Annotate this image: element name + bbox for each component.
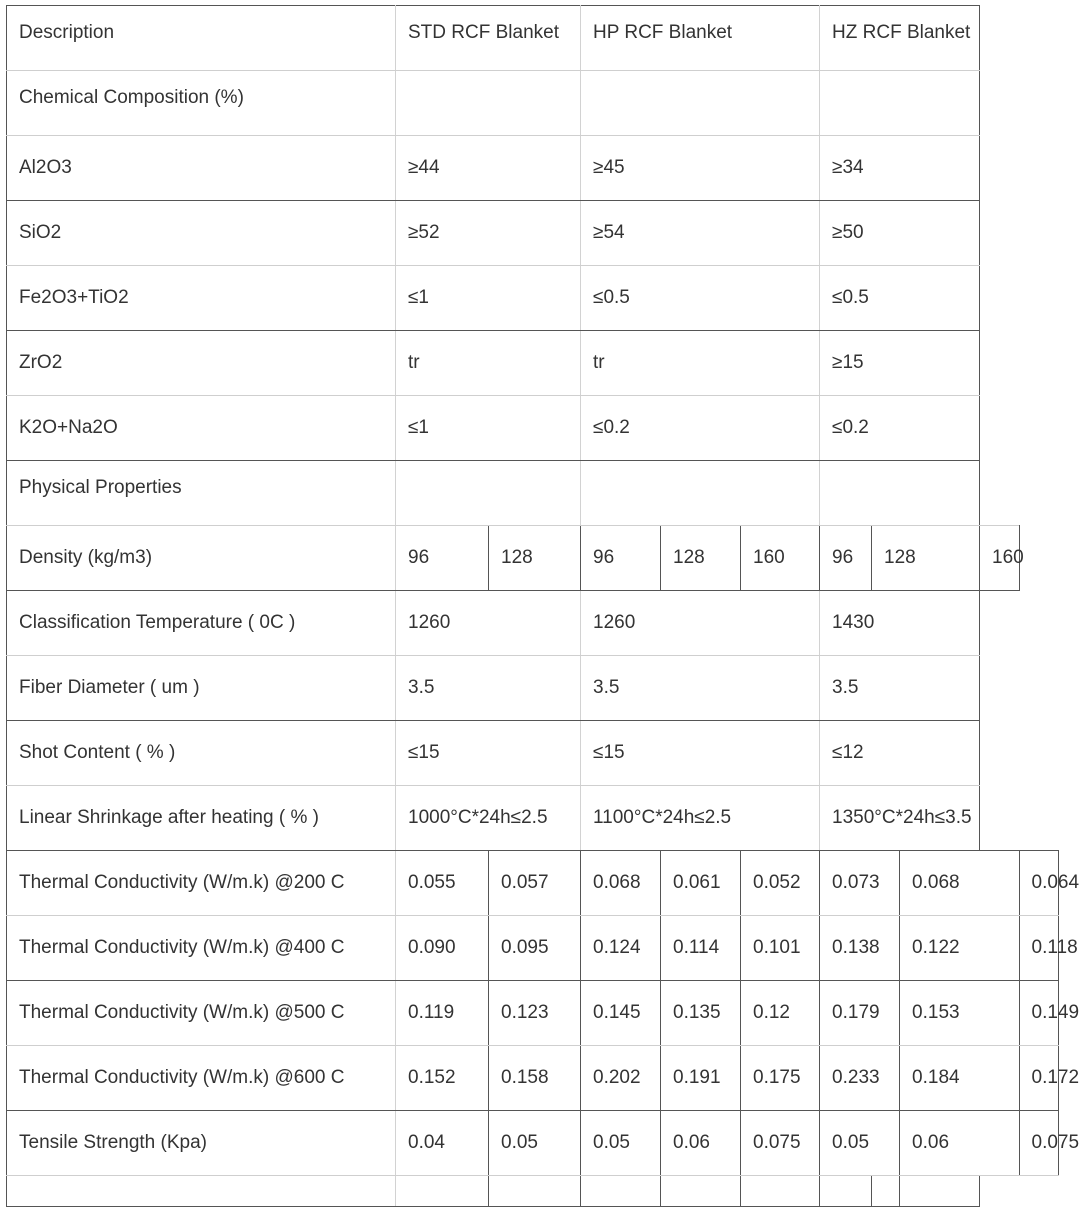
cell-hz: 3.5: [820, 656, 980, 721]
table-row: [7, 591, 1059, 656]
section-label: Chemical Composition (%): [7, 71, 396, 136]
cell-std: 3.5: [396, 656, 581, 721]
value-cell: 0.175: [741, 1046, 820, 1111]
value-cell: 0.152: [396, 1046, 489, 1111]
row-label: Fiber Diameter ( um ): [7, 656, 396, 721]
value-cell: 0.064: [1019, 851, 1058, 916]
table-row: [7, 721, 1059, 786]
value-cell: 0.06: [661, 1111, 741, 1176]
value-cell: 0.068: [581, 851, 661, 916]
value-cell: 0.075: [1019, 1111, 1058, 1176]
density-cell: 128: [661, 526, 741, 591]
cell-hp: ≤0.2: [581, 396, 820, 461]
row-label: Linear Shrinkage after heating ( % ): [7, 786, 396, 851]
density-row: [7, 526, 1059, 591]
density-cell: 128: [872, 526, 980, 591]
table-row: [7, 786, 1059, 851]
row-label: ZrO2: [7, 331, 396, 396]
value-cell: 0.123: [489, 981, 581, 1046]
value-cell: 0.135: [661, 981, 741, 1046]
value-cell: 0.057: [489, 851, 581, 916]
cell-std: ≤1: [396, 266, 581, 331]
section-label: Physical Properties: [7, 461, 396, 526]
density-cell: 96: [396, 526, 489, 591]
row-label: Al2O3: [7, 136, 396, 201]
value-cell: 0.145: [581, 981, 661, 1046]
value-cell: 0.090: [396, 916, 489, 981]
cell-hz: 1430: [820, 591, 980, 656]
row-label: SiO2: [7, 201, 396, 266]
density-cell: 128: [489, 526, 581, 591]
cell-std: 1000°C*24h≤2.5: [396, 786, 581, 851]
value-cell: 0.114: [661, 916, 741, 981]
table-row: [7, 656, 1059, 721]
value-cell: 0.124: [581, 916, 661, 981]
header-hz: HZ RCF Blanket: [820, 6, 980, 71]
table-row: [7, 851, 1059, 916]
cell-hp: 1100°C*24h≤2.5: [581, 786, 820, 851]
table-row-cutoff: [7, 1176, 1059, 1207]
header-description: Description: [7, 6, 396, 71]
value-cell: 0.04: [396, 1111, 489, 1176]
cell-hp: ≤0.5: [581, 266, 820, 331]
row-label: K2O+Na2O: [7, 396, 396, 461]
cell-hz: ≥50: [820, 201, 980, 266]
value-cell: 0.05: [581, 1111, 661, 1176]
value-cell: 0.05: [489, 1111, 581, 1176]
cell-hz: ≤0.2: [820, 396, 980, 461]
row-label: Thermal Conductivity (W/m.k) @200 C: [7, 851, 396, 916]
value-cell: 0.075: [741, 1111, 820, 1176]
row-label: Thermal Conductivity (W/m.k) @400 C: [7, 916, 396, 981]
cell-hp: 1260: [581, 591, 820, 656]
value-cell: 0.068: [900, 851, 1019, 916]
cell-std: ≥44: [396, 136, 581, 201]
row-label: Classification Temperature ( 0C ): [7, 591, 396, 656]
value-cell: 0.095: [489, 916, 581, 981]
header-std: STD RCF Blanket: [396, 6, 581, 71]
table-row: [7, 1111, 1059, 1176]
value-cell: 0.12: [741, 981, 820, 1046]
value-cell: 0.118: [1019, 916, 1058, 981]
value-cell: 0.055: [396, 851, 489, 916]
spec-table: [6, 5, 1079, 1207]
header-hp: HP RCF Blanket: [581, 6, 820, 71]
value-cell: 0.149: [1019, 981, 1058, 1046]
table-row: [7, 916, 1059, 981]
table-row: [7, 136, 1059, 201]
cell-std: ≤15: [396, 721, 581, 786]
value-cell: 0.179: [820, 981, 900, 1046]
value-cell: 0.05: [820, 1111, 900, 1176]
cell-hp: 3.5: [581, 656, 820, 721]
value-cell: 0.101: [741, 916, 820, 981]
cell-hz: ≤0.5: [820, 266, 980, 331]
table-row: [7, 266, 1059, 331]
value-cell: 0.233: [820, 1046, 900, 1111]
table-row: [7, 331, 1059, 396]
table-row: [7, 1046, 1059, 1111]
section-row-physical: [7, 461, 1059, 526]
cell-hp: tr: [581, 331, 820, 396]
row-label: Tensile Strength (Kpa): [7, 1111, 396, 1176]
cell-hp: ≥54: [581, 201, 820, 266]
table-row: [7, 201, 1059, 266]
cell-hp: ≤15: [581, 721, 820, 786]
value-cell: 0.052: [741, 851, 820, 916]
value-cell: 0.184: [900, 1046, 1019, 1111]
value-cell: 0.061: [661, 851, 741, 916]
header-row: [7, 6, 1059, 71]
table-row: [7, 396, 1059, 461]
row-label: Thermal Conductivity (W/m.k) @600 C: [7, 1046, 396, 1111]
cell-std: ≤1: [396, 396, 581, 461]
cell-std: ≥52: [396, 201, 581, 266]
value-cell: 0.122: [900, 916, 1019, 981]
density-cell: 96: [581, 526, 661, 591]
row-label: Density (kg/m3): [7, 526, 396, 591]
cell-hz: ≤12: [820, 721, 980, 786]
value-cell: 0.138: [820, 916, 900, 981]
density-cell: 160: [980, 526, 1019, 591]
cell-hz: 1350°C*24h≤3.5: [820, 786, 980, 851]
value-cell: 0.153: [900, 981, 1019, 1046]
value-cell: 0.073: [820, 851, 900, 916]
row-label: Shot Content ( % ): [7, 721, 396, 786]
cell-std: tr: [396, 331, 581, 396]
section-row-chemical: [7, 71, 1059, 136]
row-label: Thermal Conductivity (W/m.k) @500 C: [7, 981, 396, 1046]
value-cell: 0.158: [489, 1046, 581, 1111]
value-cell: 0.172: [1019, 1046, 1058, 1111]
density-cell: 96: [820, 526, 872, 591]
cell-hz: ≥15: [820, 331, 980, 396]
cell-hp: ≥45: [581, 136, 820, 201]
row-label: Fe2O3+TiO2: [7, 266, 396, 331]
value-cell: 0.202: [581, 1046, 661, 1111]
value-cell: 0.119: [396, 981, 489, 1046]
cell-hz: ≥34: [820, 136, 980, 201]
density-cell: 160: [741, 526, 820, 591]
table-row: [7, 981, 1059, 1046]
value-cell: 0.06: [900, 1111, 1019, 1176]
value-cell: 0.191: [661, 1046, 741, 1111]
cell-std: 1260: [396, 591, 581, 656]
